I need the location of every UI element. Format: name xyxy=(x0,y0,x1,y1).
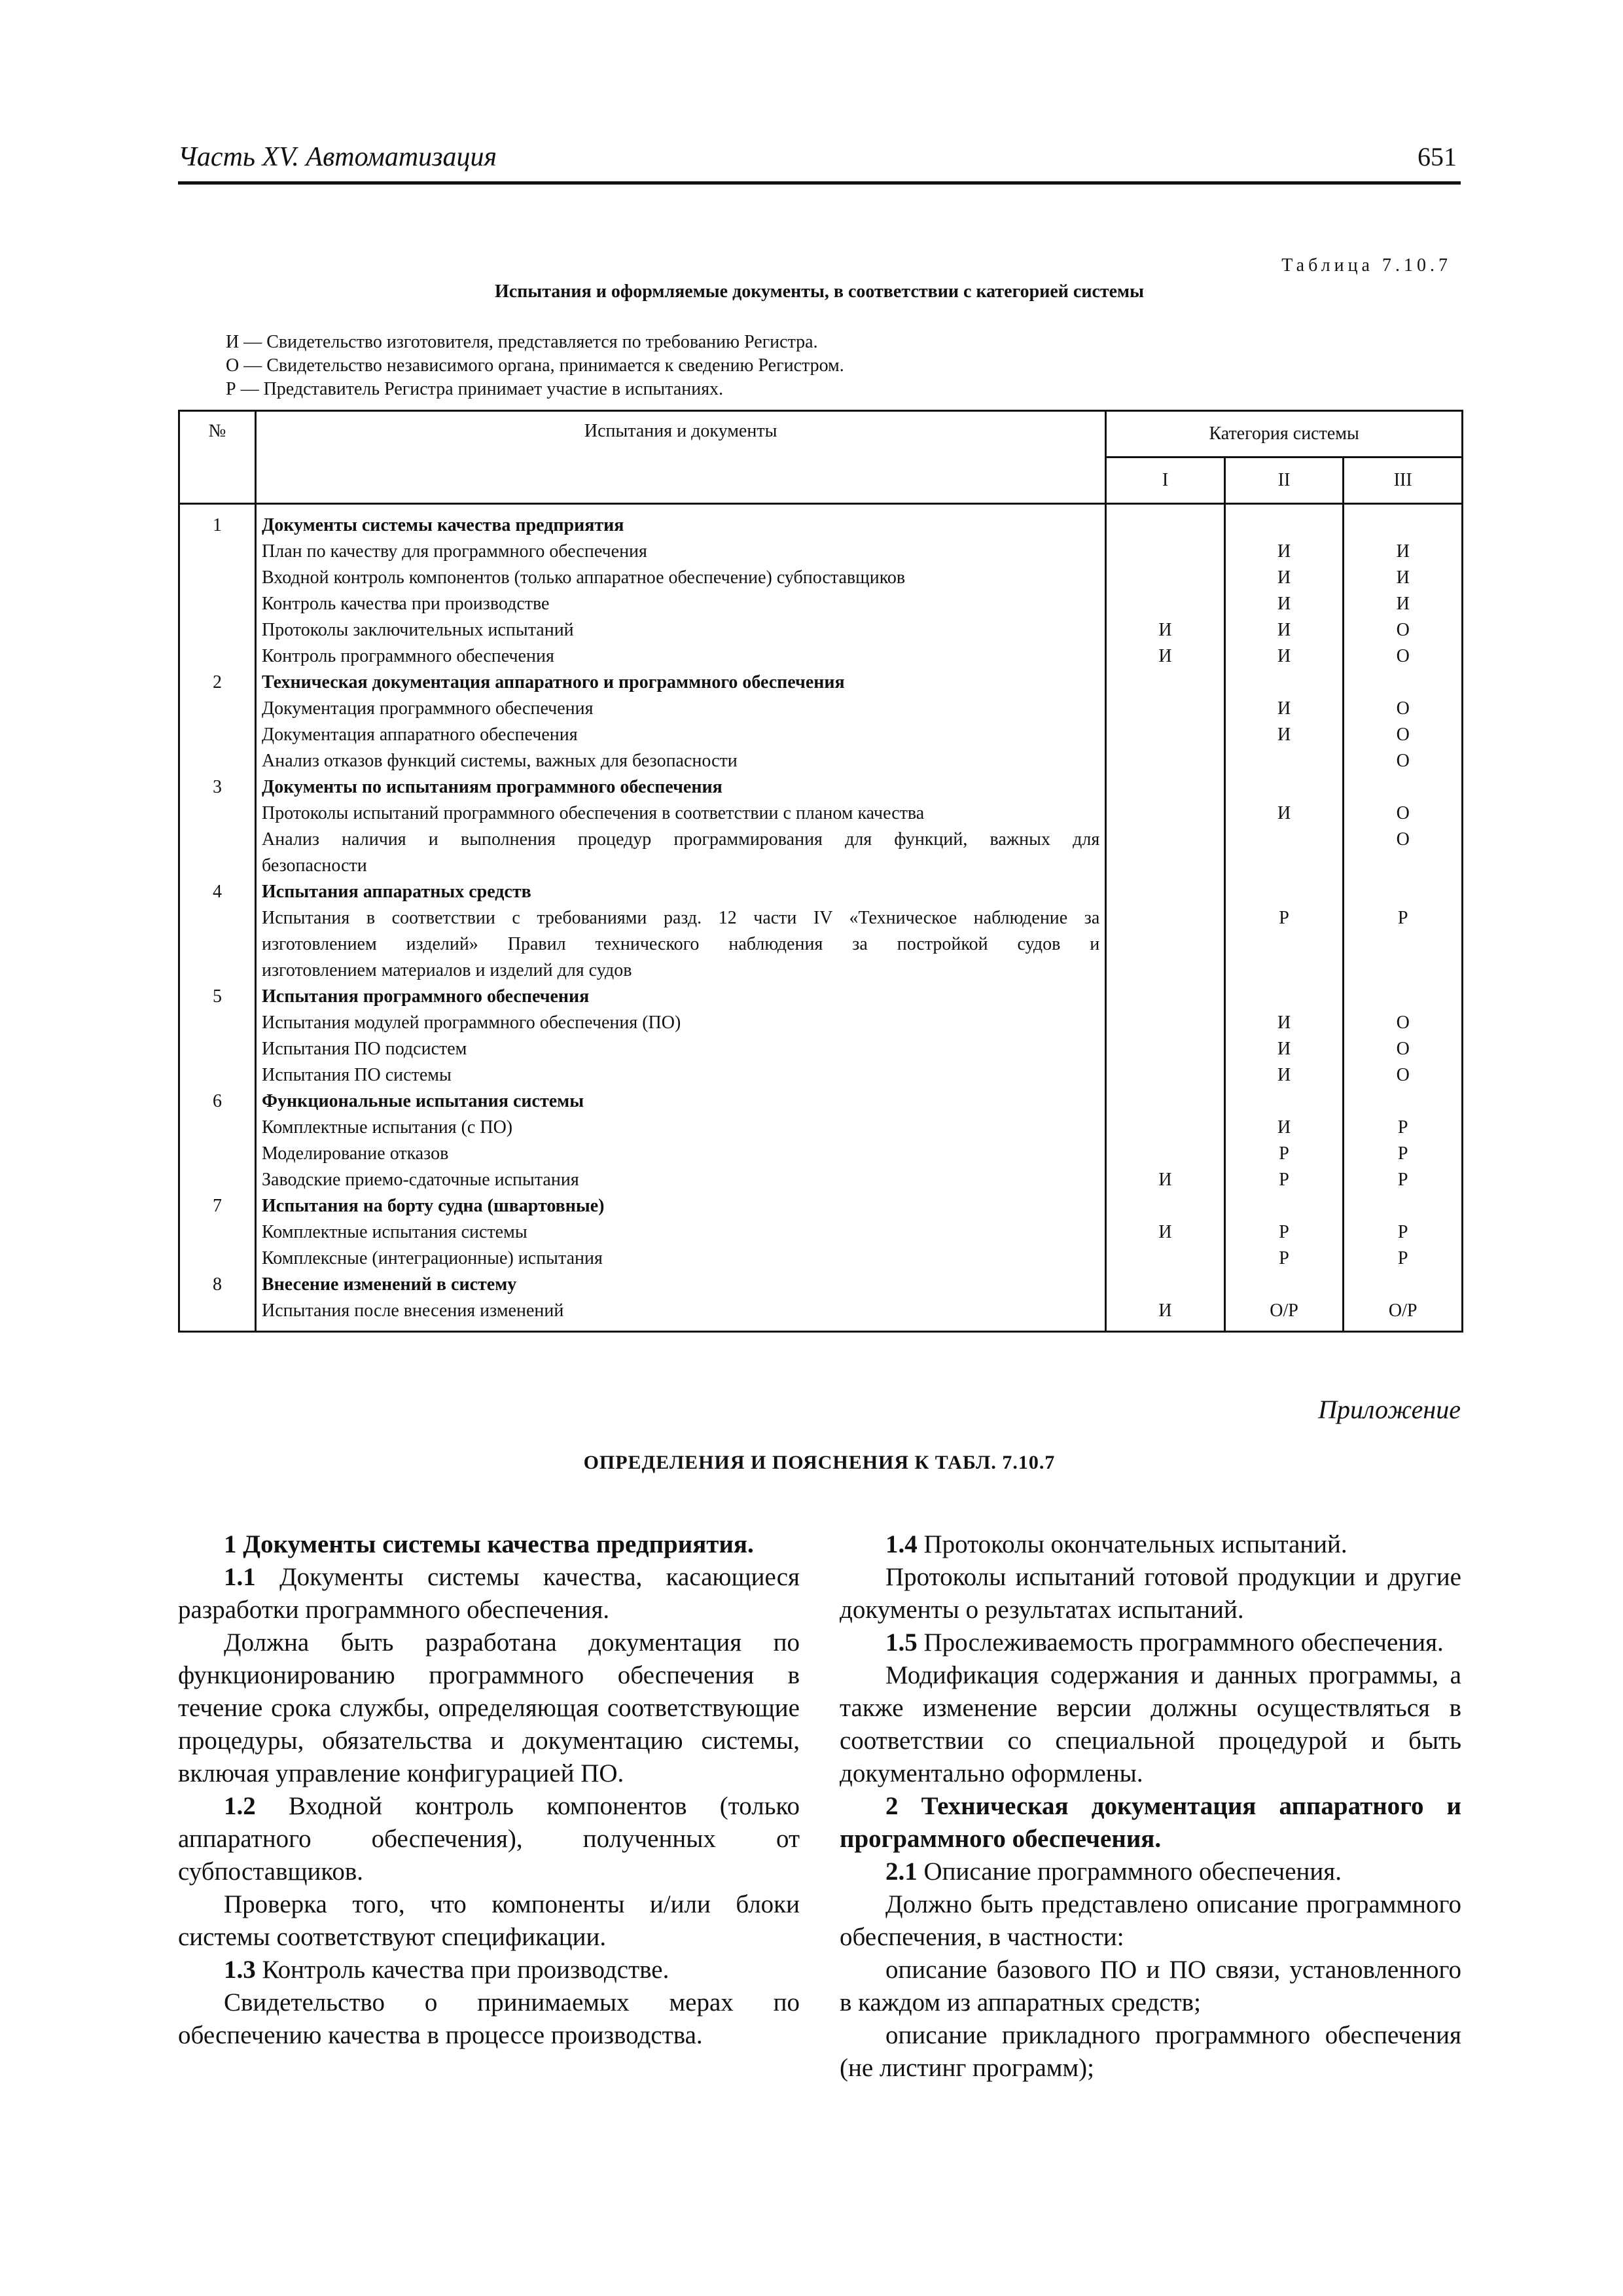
row-category-1 xyxy=(1107,1272,1224,1298)
clause-number: 1.3 xyxy=(224,1956,256,1984)
row-category-3 xyxy=(1344,1088,1461,1115)
row-category-1 xyxy=(1107,565,1224,591)
appendix-label: Приложение xyxy=(1318,1395,1461,1424)
row-category-2: О/Р xyxy=(1270,1300,1298,1321)
row-category-1 xyxy=(1107,958,1224,984)
row-category-2 xyxy=(1226,879,1343,905)
col-header-category: Категория системы xyxy=(1106,411,1463,457)
appendix-title: ОПРЕДЕЛЕНИЯ И ПОЯСНЕНИЯ К ТАБЛ. 7.10.7 xyxy=(583,1452,1056,1473)
row-category-3: О/Р xyxy=(1388,1300,1418,1321)
row-category-3: И xyxy=(1396,594,1410,614)
row-text: Испытания ПО системы xyxy=(262,1065,452,1085)
paragraph-text: Должно быть представлено описание программного обеспечения, в частности: xyxy=(840,1890,1461,1951)
row-category-1 xyxy=(1107,512,1224,539)
row-category-2 xyxy=(1226,512,1343,539)
row-category-3 xyxy=(1344,670,1461,696)
row-category-2 xyxy=(1226,958,1343,984)
row-category-1 xyxy=(1107,853,1224,879)
row-number xyxy=(180,643,255,670)
paragraph xyxy=(840,1954,1461,2019)
paragraph-text: Проверка того, что компоненты и/или блоки системы соответствуют спецификации. xyxy=(178,1890,800,1951)
row-number xyxy=(180,1062,255,1088)
row-text: Контроль качества при производстве xyxy=(262,594,550,614)
row-number xyxy=(180,800,255,827)
row-category-3 xyxy=(1344,931,1461,958)
clause-number: 1.2 xyxy=(224,1792,256,1820)
row-text: Испытания после внесения изменений xyxy=(262,1300,564,1321)
row-number xyxy=(180,931,255,958)
row-category-3 xyxy=(1344,853,1461,879)
table-legend xyxy=(226,331,844,401)
paragraph xyxy=(840,1561,1461,1626)
paragraph-text: Прослеживаемость программного обеспечения. xyxy=(917,1628,1444,1657)
col-header-tests: Испытания и документы xyxy=(256,411,1106,504)
section-heading xyxy=(840,1790,1461,1856)
tests-column xyxy=(256,504,1106,1332)
row-category-3: О xyxy=(1396,803,1410,823)
row-category-3: О xyxy=(1396,829,1410,850)
row-text: Анализ наличия и выполнения процедур программирования для функций, важных для xyxy=(262,829,1100,850)
row-text: изготовлением изделий» Правил технического наблюдения за постройкой судов и xyxy=(262,934,1100,954)
row-category-3 xyxy=(1344,512,1461,539)
row-number xyxy=(180,1010,255,1036)
row-category-1 xyxy=(1107,722,1224,748)
row-text: Комплектные испытания (с ПО) xyxy=(262,1117,513,1138)
row-category-3: Р xyxy=(1397,1117,1408,1138)
row-number xyxy=(180,958,255,984)
row-number: 3 xyxy=(213,777,222,797)
row-category-2: Р xyxy=(1279,1170,1289,1190)
row-number xyxy=(180,853,255,879)
row-category-1: И xyxy=(1158,1170,1172,1190)
paragraph-text: Свидетельство о принимаемых мерах по обеспечению качества в процессе производства. xyxy=(178,1988,800,2049)
row-category-1: И xyxy=(1158,1222,1172,1242)
row-category-1 xyxy=(1107,931,1224,958)
row-category-1 xyxy=(1107,1036,1224,1062)
row-number xyxy=(180,1219,255,1246)
row-category-2: И xyxy=(1277,646,1291,666)
row-number: 1 xyxy=(213,515,222,535)
row-category-3: Р xyxy=(1397,1222,1408,1242)
text-column-left xyxy=(178,1528,800,2052)
row-category-3: О xyxy=(1396,698,1410,719)
clause-number: 1.1 xyxy=(224,1563,256,1591)
page-number: 651 xyxy=(1418,142,1457,171)
clause-number: 1.4 xyxy=(885,1530,918,1558)
paragraph xyxy=(840,1888,1461,1954)
row-category-1 xyxy=(1107,774,1224,800)
paragraph-text: описание базового ПО и ПО связи, установленного в каждом из аппаратных средств; xyxy=(840,1956,1461,2017)
category-1-column xyxy=(1106,504,1225,1332)
row-category-1: И xyxy=(1158,646,1172,666)
row-text: Внесение изменений в систему xyxy=(262,1274,517,1295)
text-column-right xyxy=(840,1528,1461,2085)
paragraph xyxy=(178,1888,800,1954)
row-number: 8 xyxy=(213,1274,222,1295)
row-number xyxy=(180,591,255,617)
running-title: Часть XV. Автоматизация xyxy=(178,142,497,172)
tests-table xyxy=(178,410,1463,1333)
row-text: Испытания программного обеспечения xyxy=(262,986,590,1007)
paragraph-text: Входной контроль компонентов (только аппаратного обеспечения), полученных от субпоставщиков. xyxy=(178,1792,800,1886)
row-category-3: И xyxy=(1396,541,1410,562)
row-text: Моделирование отказов xyxy=(262,1143,449,1164)
row-category-3: О xyxy=(1396,646,1410,666)
row-category-3 xyxy=(1344,774,1461,800)
legend-item: Р — Представитель Регистра принимает участие в испытаниях. xyxy=(226,379,724,399)
row-category-3: И xyxy=(1396,567,1410,588)
clause-number: 2.1 xyxy=(885,1857,918,1886)
running-header xyxy=(178,137,1461,185)
row-number xyxy=(180,1141,255,1167)
row-number xyxy=(180,1246,255,1272)
clause-number: 1.5 xyxy=(885,1628,918,1657)
row-number xyxy=(180,722,255,748)
category-2-column xyxy=(1224,504,1344,1332)
row-category-2 xyxy=(1226,853,1343,879)
paragraph-text: Протоколы испытаний готовой продукции и другие документы о результатах испытаний. xyxy=(840,1563,1461,1624)
row-number xyxy=(180,1298,255,1324)
row-category-2: И xyxy=(1277,541,1291,562)
row-category-1 xyxy=(1107,1010,1224,1036)
paragraph xyxy=(178,1954,800,1986)
row-text: Техническая документация аппаратного и программного обеспечения xyxy=(262,672,845,692)
row-text: План по качеству для программного обеспечения xyxy=(262,541,647,562)
row-category-2: И xyxy=(1277,567,1291,588)
row-category-1: И xyxy=(1158,1300,1172,1321)
row-category-1 xyxy=(1107,984,1224,1010)
row-number xyxy=(180,539,255,565)
table-number: Таблица 7.10.7 xyxy=(1281,255,1452,276)
row-number xyxy=(180,827,255,853)
row-text: Документы системы качества предприятия xyxy=(262,515,624,535)
row-category-1 xyxy=(1107,539,1224,565)
row-text: Испытания ПО подсистем xyxy=(262,1039,467,1059)
row-number xyxy=(180,617,255,643)
row-text: Комплексные (интеграционные) испытания xyxy=(262,1248,603,1268)
legend-item: О — Свидетельство независимого органа, принимается к сведению Регистром. xyxy=(226,355,844,376)
col-header-cat-2: II xyxy=(1224,457,1344,504)
row-category-1 xyxy=(1107,1088,1224,1115)
row-text: Документация аппаратного обеспечения xyxy=(262,725,578,745)
row-category-3 xyxy=(1344,1272,1461,1298)
row-text: изготовлением материалов и изделий для судов xyxy=(262,960,632,980)
row-category-1 xyxy=(1107,748,1224,774)
paragraph xyxy=(840,1626,1461,1659)
category-3-column xyxy=(1344,504,1463,1332)
row-number: 7 xyxy=(213,1196,222,1216)
row-category-2: И xyxy=(1277,725,1291,745)
row-number xyxy=(180,696,255,722)
paragraph xyxy=(840,1856,1461,1888)
row-number xyxy=(180,1115,255,1141)
row-number: 6 xyxy=(213,1091,222,1111)
paragraph xyxy=(178,1561,800,1626)
table-title: Испытания и оформляемые документы, в соответствии с категорией системы xyxy=(495,281,1144,302)
row-category-1 xyxy=(1107,800,1224,827)
row-category-1 xyxy=(1107,879,1224,905)
row-text: Испытания аппаратных средств xyxy=(262,882,531,902)
paragraph-text: Контроль качества при производстве. xyxy=(255,1956,669,1984)
row-category-2: И xyxy=(1277,594,1291,614)
row-text: Испытания в соответствии с требованиями разд. 12 части IV «Техническое наблюдение за xyxy=(262,908,1100,928)
row-number xyxy=(180,565,255,591)
row-category-2: И xyxy=(1277,698,1291,719)
row-category-1 xyxy=(1107,591,1224,617)
row-text: Функциональные испытания системы xyxy=(262,1091,584,1111)
row-category-1 xyxy=(1107,1062,1224,1088)
row-category-2: Р xyxy=(1279,908,1289,928)
paragraph-text: 1 Документы системы качества предприятия. xyxy=(224,1530,754,1558)
row-category-2 xyxy=(1226,1193,1343,1219)
row-category-3 xyxy=(1344,1193,1461,1219)
col-header-number: № xyxy=(179,411,256,504)
paragraph xyxy=(840,1659,1461,1790)
row-number: 4 xyxy=(213,882,222,902)
row-text: Испытания на борту судна (швартовные) xyxy=(262,1196,605,1216)
row-text: Комплектные испытания системы xyxy=(262,1222,527,1242)
row-category-1 xyxy=(1107,1193,1224,1219)
row-category-1 xyxy=(1107,905,1224,931)
row-category-2: Р xyxy=(1279,1222,1289,1242)
paragraph xyxy=(178,1790,800,1888)
row-category-3: Р xyxy=(1397,1143,1408,1164)
row-category-3: О xyxy=(1396,620,1410,640)
row-category-1: И xyxy=(1158,620,1172,640)
row-category-2: Р xyxy=(1279,1248,1289,1268)
paragraph-text: Документы системы качества, касающиеся разработки программного обеспечения. xyxy=(178,1563,800,1624)
paragraph-text: Описание программного обеспечения. xyxy=(917,1857,1342,1886)
row-category-2 xyxy=(1226,1088,1343,1115)
row-category-2 xyxy=(1226,827,1343,853)
row-category-3: Р xyxy=(1397,1170,1408,1190)
row-number xyxy=(180,1167,255,1193)
paragraph-text: описание прикладного программного обеспечения (не листинг программ); xyxy=(840,2021,1461,2082)
row-category-2 xyxy=(1226,931,1343,958)
row-category-2: И xyxy=(1277,620,1291,640)
row-category-3: Р xyxy=(1397,1248,1408,1268)
row-text: Анализ отказов функций системы, важных для безопасности xyxy=(262,751,738,771)
row-category-3 xyxy=(1344,984,1461,1010)
paragraph-text: Модификация содержания и данных программы, а также изменение версии должны осуществляться в соответствии со специальной процедурой и быть документально оформлены. xyxy=(840,1661,1461,1787)
row-category-2: И xyxy=(1277,1065,1291,1085)
row-category-2 xyxy=(1226,774,1343,800)
row-number: 5 xyxy=(213,986,222,1007)
row-category-1 xyxy=(1107,670,1224,696)
row-category-1 xyxy=(1107,1115,1224,1141)
row-category-1 xyxy=(1107,827,1224,853)
row-category-3: Р xyxy=(1397,908,1408,928)
row-category-3: О xyxy=(1396,1039,1410,1059)
row-category-1 xyxy=(1107,696,1224,722)
row-text: Контроль программного обеспечения xyxy=(262,646,554,666)
row-text: Документация программного обеспечения xyxy=(262,698,594,719)
row-category-2: Р xyxy=(1279,1143,1289,1164)
col-header-cat-3: III xyxy=(1344,457,1463,504)
paragraph xyxy=(178,1626,800,1790)
paragraph-text: Протоколы окончательных испытаний. xyxy=(917,1530,1347,1558)
paragraph xyxy=(840,2019,1461,2085)
row-text: Заводские приемо-сдаточные испытания xyxy=(262,1170,579,1190)
row-category-3: О xyxy=(1396,1065,1410,1085)
row-number: 2 xyxy=(213,672,222,692)
row-text: Входной контроль компонентов (только аппаратное обеспечение) субпоставщиков xyxy=(262,567,906,588)
row-category-2 xyxy=(1226,1272,1343,1298)
row-text: Протоколы заключительных испытаний xyxy=(262,620,574,640)
paragraph-text: 2 Техническая документация аппаратного и программного обеспечения. xyxy=(840,1792,1461,1853)
row-category-2: И xyxy=(1277,1013,1291,1033)
row-number xyxy=(180,748,255,774)
paragraph xyxy=(840,1528,1461,1561)
row-number xyxy=(180,905,255,931)
row-category-2: И xyxy=(1277,803,1291,823)
row-category-3 xyxy=(1344,958,1461,984)
row-category-2: И xyxy=(1277,1039,1291,1059)
row-text: Протоколы испытаний программного обеспечения в соответствии с планом качества xyxy=(262,803,925,823)
row-category-1 xyxy=(1107,1141,1224,1167)
paragraph-text: Должна быть разработана документация по функционированию программного обеспечения в течение срока службы, определяющая соответствующие процедуры, обязательства и документацию системы, включая управление конфигурацией ПО. xyxy=(178,1628,800,1787)
row-category-1 xyxy=(1107,1246,1224,1272)
section-heading xyxy=(178,1528,800,1561)
row-text: безопасности xyxy=(262,855,367,876)
row-category-3 xyxy=(1344,879,1461,905)
row-category-3: О xyxy=(1396,725,1410,745)
row-category-2 xyxy=(1226,670,1343,696)
row-category-2: И xyxy=(1277,1117,1291,1138)
row-category-3: О xyxy=(1396,751,1410,771)
legend-item: И — Свидетельство изготовителя, представляется по требованию Регистра. xyxy=(226,332,818,352)
number-column xyxy=(179,504,256,1332)
col-header-cat-1: I xyxy=(1106,457,1225,504)
row-number xyxy=(180,1036,255,1062)
row-text: Испытания модулей программного обеспечения (ПО) xyxy=(262,1013,681,1033)
row-category-3: О xyxy=(1396,1013,1410,1033)
paragraph xyxy=(178,1986,800,2052)
row-category-2 xyxy=(1226,748,1343,774)
row-text: Документы по испытаниям программного обеспечения xyxy=(262,777,722,797)
row-category-2 xyxy=(1226,984,1343,1010)
